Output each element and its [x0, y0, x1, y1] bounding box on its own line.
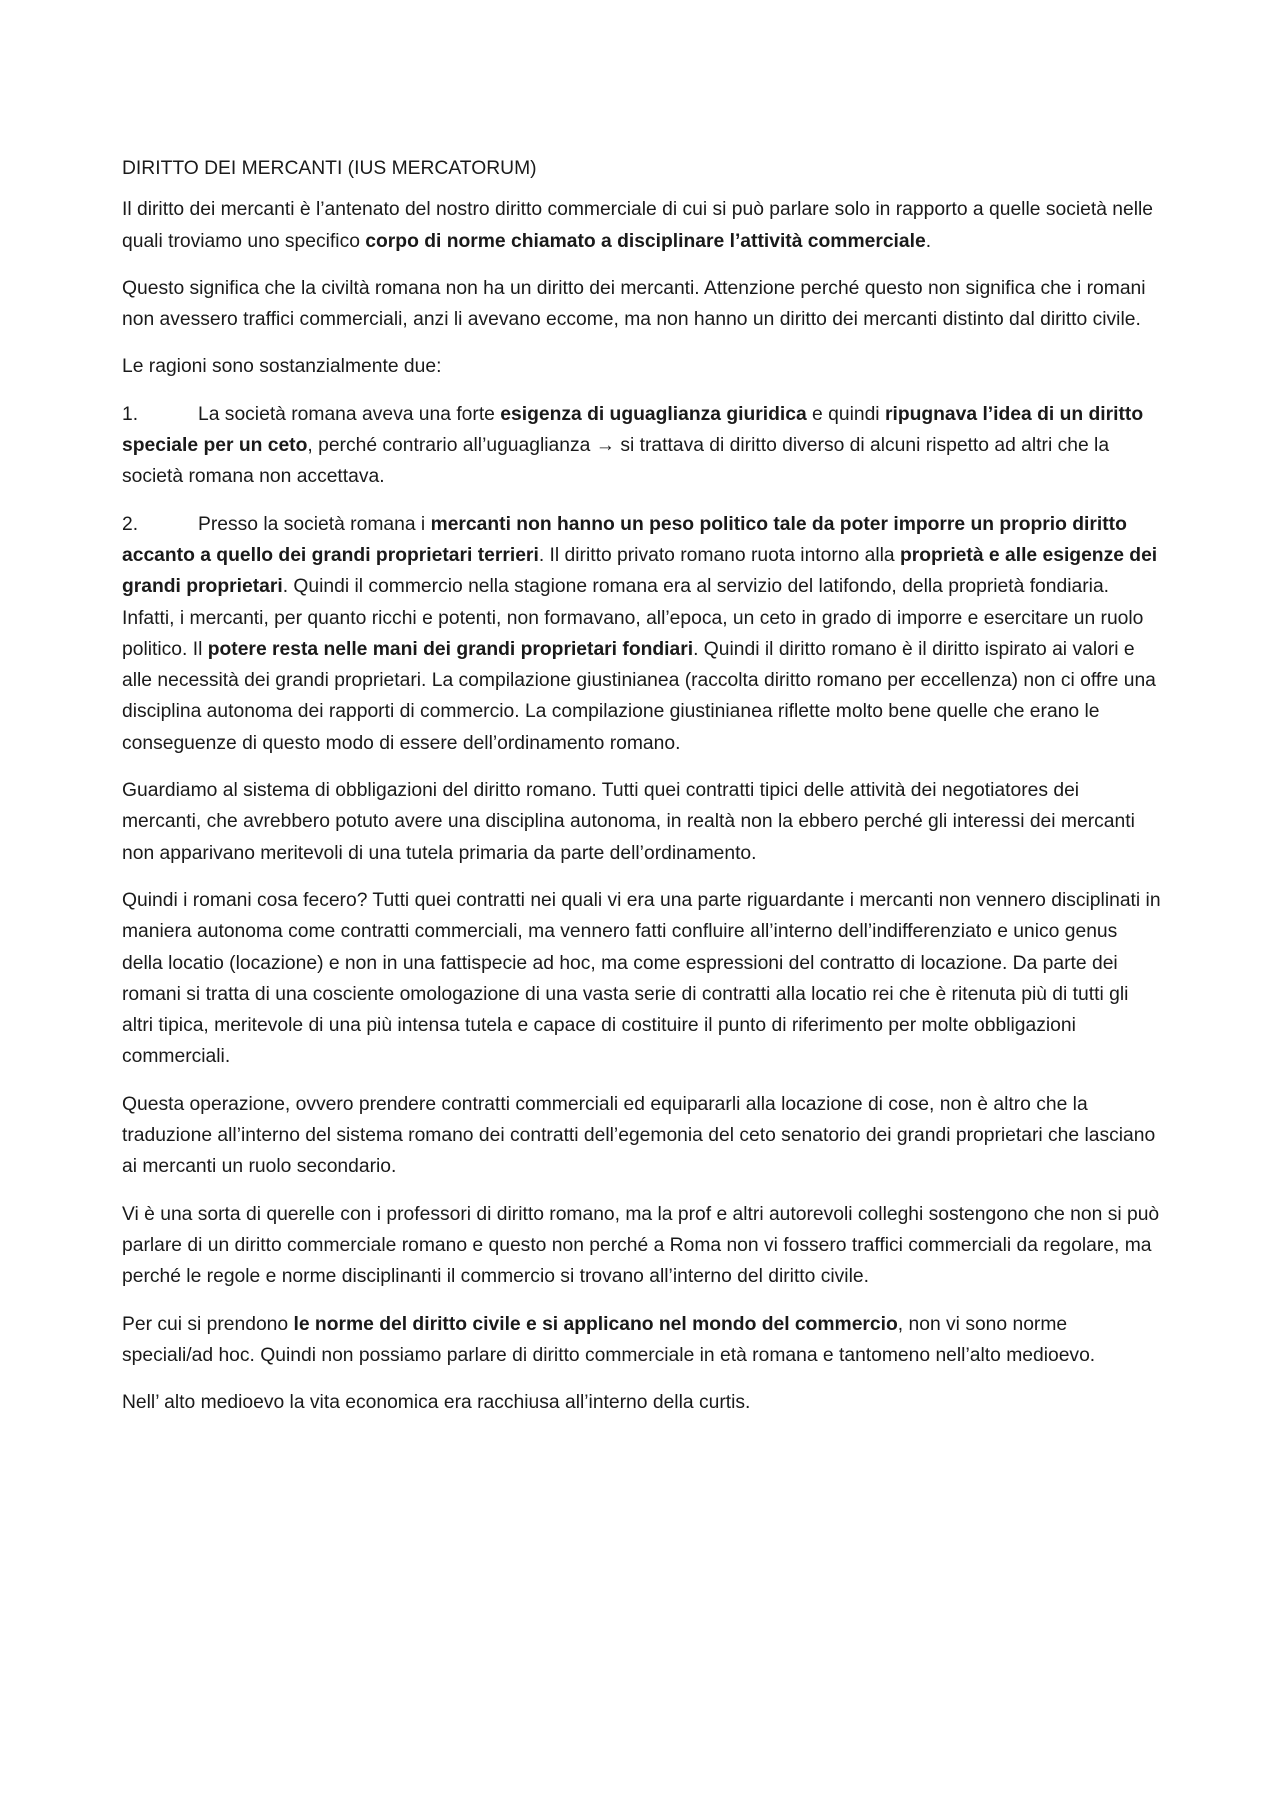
paragraph-operation: Questa operazione, ovvero prendere contratti commerciali ed equipararli alla locazione di cose, non è altro che la traduzione all’interno del sistema romano dei contratti dell’egemonia del ceto senatorio dei grandi proprietari che lasciano ai mercanti un ruolo secondario. [122, 1093, 1156, 1178]
text-span: Per cui si prendono [122, 1313, 294, 1335]
paragraph-obligations: Guardiamo al sistema di obbligazioni del diritto romano. Tutti quei contratti tipici delle attività dei negotiatores dei mercanti, che avrebbero potuto avere una disciplina autonoma, in realtà non la ebbero perché gli interessi dei mercanti non apparivano meritevoli di una tutela primaria da parte dell’ordinamento. [122, 780, 1135, 864]
bold-text: corpo di norme chiamato a disciplinare l’attività commerciale [365, 230, 926, 252]
text-span: . [925, 230, 932, 252]
list-number: 2. [122, 513, 139, 535]
bold-text: potere resta nelle mani dei grandi proprietari fondiari [207, 638, 694, 660]
bold-text: proprietà e alle esigenze dei grandi proprietari [122, 544, 1158, 598]
paragraph-intro [122, 194, 1162, 257]
text-span: . Quindi il diritto romano è il diritto ispirato ai valori e alle necessità dei grandi proprietari. La compilazione giustinianea (raccolta diritto romano per eccellenza) non ci offre una disciplina autonoma dei rapporti di commercio. La compilazione giustinianea riflette molto bene quelle che erano le conseguenze di questo modo di essere dell’ordinamento romano. [122, 638, 1156, 754]
text-span: . Quindi il commercio nella stagione romana era al servizio del latifondo, della proprietà fondiaria. Infatti, i mercanti, per quanto ricchi e potenti, non formavano, all’epoca, un ceto in grado di imporre e esercitare un ruolo politico. Il [122, 576, 1144, 660]
bold-text: esigenza di uguaglianza giuridica [500, 403, 807, 425]
text-span: La società romana aveva una forte [198, 403, 501, 425]
paragraph-locatio: Quindi i romani cosa fecero? Tutti quei contratti nei quali vi era una parte riguardante i mercanti non vennero disciplinati in maniera autonoma come contratti commerciali, ma vennero fatti confluire all’interno dell’indifferenziato e unico genus della locatio (locazione) e non in una fattispecie ad hoc, ma come espressioni del contratto di locazione. Da parte dei romani si tratta di una cosciente omologazione di una vasta serie di contratti alla locatio rei che è ritenuta più di tutti gli altri tipica, meritevole di una più intensa tutela e capace di costituire il punto di riferimento per molte obbligazioni commerciali. [122, 889, 1161, 1068]
document-page [122, 153, 1162, 1434]
list-number: 1. [122, 403, 139, 425]
bold-text: mercanti non hanno un peso politico tale da poter imporre un proprio diritto accanto a quello dei grandi proprietari terrieri [122, 513, 1127, 566]
list-item-2 [122, 509, 1162, 759]
paragraph-querelle: Vi è una sorta di querelle con i professori di diritto romano, ma la prof e altri autorevoli colleghi sostengono che non si può parlare di un diritto commerciale romano e questo non perché a Roma non vi fossero traffici commerciali da regolare, ma perché le regole e norme disciplinanti il commercio si trovano all’interno del diritto civile. [122, 1203, 1160, 1288]
text-span: Il diritto dei mercanti è l’antenato del nostro diritto commerciale di cui si può parlare solo in rapporto a quelle società nelle quali troviamo uno specifico [122, 199, 1154, 252]
text-span: Presso la società romana i [198, 513, 431, 535]
text-span: . Il diritto privato romano ruota intorno alla [538, 544, 900, 566]
paragraph-roman-civilization: Questo significa che la civiltà romana non ha un diritto dei mercanti. Attenzione perché questo non significa che i romani non avessero traffici commerciali, anzi li avevano eccome, ma non hanno un diritto dei mercanti distinto dal diritto civile. [122, 277, 1146, 331]
text-span: , non vi sono norme speciali/ad hoc. Quindi non possiamo parlare di diritto commerciale in età romana e tantomeno nell’alto medioevo. [122, 1313, 1096, 1366]
bold-text: ripugnava l’idea di un diritto speciale per un ceto [122, 403, 1144, 457]
text-span: e quindi [806, 403, 885, 425]
text-span: , perché contrario all’uguaglianza → si trattava di diritto diverso di alcuni rispetto ad altri che la società romana non accettava. [122, 435, 1110, 488]
paragraph-curtis: Nell’ alto medioevo la vita economica era racchiusa all’interno della curtis. [122, 1392, 751, 1414]
document-title: DIRITTO DEI MERCANTI (IUS MERCATORUM) [122, 158, 537, 179]
paragraph-civil-law [122, 1309, 1162, 1372]
bold-text: le norme del diritto civile e si applicano nel mondo del commercio [293, 1313, 898, 1335]
paragraph-reasons: Le ragioni sono sostanzialmente due: [122, 356, 442, 378]
list-item-1 [122, 399, 1162, 493]
